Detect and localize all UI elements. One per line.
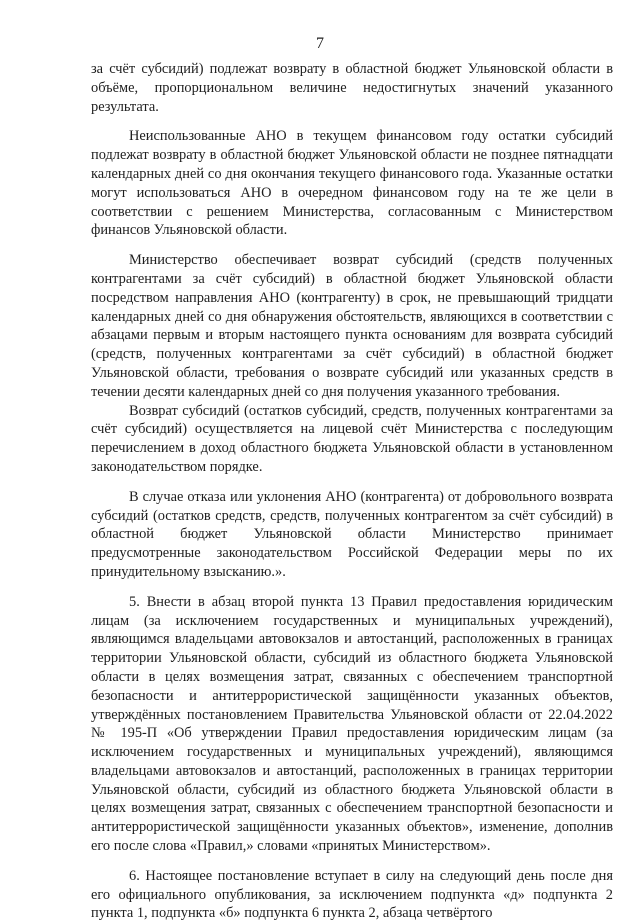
paragraph-refund-account: Возврат субсидий (остатков субсидий, средств, полученных контрагентами за счёт субсидий) осуществляется на лицевой счёт Министерства с последующим перечислением в доход областного бюджета Ульяновской области в установленном законодательством порядке. <box>91 402 613 475</box>
paragraph-continuation: за счёт субсидий) подлежат возврату в областной бюджет Ульяновской области в объёме, пропорциональном величине недостигнутых значений указанного результата. <box>91 61 613 115</box>
paragraph-item-5: 5. Внести в абзац второй пункта 13 Правил предоставления юридическим лицам (за исключением государственных и муниципальных учреждений), являющимся владельцами автовокзалов и автостанций, расположенных в границах территории Ульяновской области, субсидий из областного бюджета Ульяновской области в целях возмещения затрат, связанных с обеспечением транспортной безопасности и антитеррористической защищённости указанных объектов, утверждённых постановлением Правительства Ульяновской области от 22.04.2022 № 195-П «Об утверждении Правил предоставления юридическим лицам (за исключением государственных и муниципальных учреждений), являющимся владельцами автовокзалов и автостанций, расположенных в границах территории Ульяновской области, субсидий из областного бюджета Ульяновской области в целях возмещения затрат, связанных с обеспечением транспортной безопасности и антитеррористической защищённости указанных объектов», изменение, дополнив его после слова «Правил,» словами «принятых Министерством». <box>91 593 613 855</box>
paragraph-refusal: В случае отказа или уклонения АНО (контрагента) от добровольного возврата субсидий (остатков средств, средств, полученных контрагентом за счёт субсидий) в областной бюджет Ульяновской области Министерство принимает предусмотренные законодательством Российской Федерации меры по их принудительному взысканию.». <box>91 488 613 580</box>
paragraph-unused-balances: Неиспользованные АНО в текущем финансовом году остатки субсидий подлежат возврату в областной бюджет Ульяновской области не позднее пятнадцати календарных дней со дня окончания текущего финансового года. Указанные остатки могут использоваться АНО в очередном финансовом году на те же цели в соответствии с решением Министерства, согласованным с Министерством финансов Ульяновской области. <box>91 128 613 239</box>
paragraph-item-6: 6. Настоящее постановление вступает в силу на следующий день после дня его официального опубликования, за исключением подпункта «д» подпункта 2 пункта 1, подпункта «б» подпункта 6 пункта 2, абзаца четвёртого <box>91 867 613 922</box>
document-body <box>91 60 613 923</box>
paragraph-refund-procedure: Министерство обеспечивает возврат субсидий (средств полученных контрагентами за счёт субсидий) в областной бюджет Ульяновской области посредством направления АНО (контрагенту) в срок, не превышающий тридцати календарных дней со дня обнаружения обстоятельств, являющихся в соответствии с абзацами первым и вторым настоящего пункта основаниям для возврата субсидий (средств, полученных контрагентами за счёт субсидий) в областной бюджет Ульяновской области, требования о возврате субсидий или указанных средств в течении десяти календарных дней со дня получения указанного требования. <box>91 252 613 400</box>
page-number: 7 <box>316 35 324 52</box>
